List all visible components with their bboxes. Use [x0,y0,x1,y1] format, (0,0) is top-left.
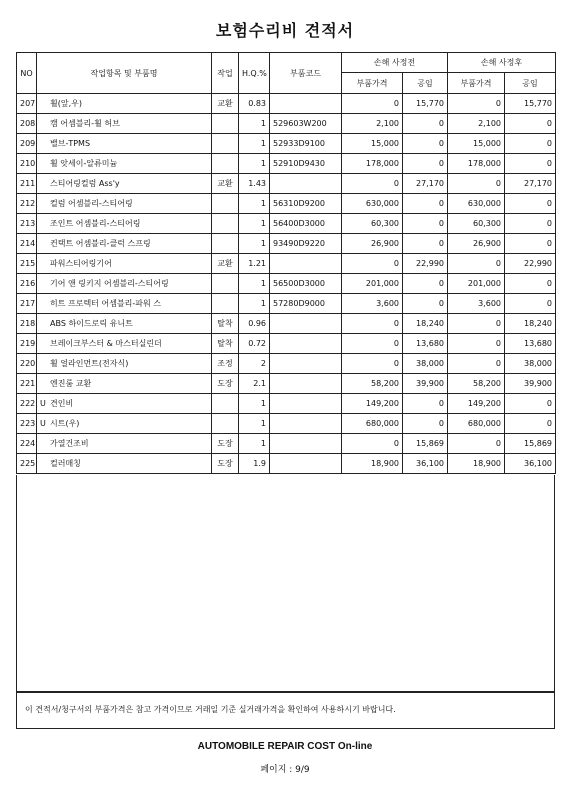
row-no: 218 [17,314,37,334]
row-part-code [270,454,342,474]
row-labor-after: 0 [505,274,556,294]
row-labor-after: 13,680 [505,334,556,354]
row-parts-price-after: 15,000 [448,134,505,154]
row-part-code: 56500D3000 [270,274,342,294]
row-labor-after: 39,900 [505,374,556,394]
page-number: 페이지 : 9/9 [260,765,310,775]
row-labor-after: 0 [505,414,556,434]
row-labor-after: 18,240 [505,314,556,334]
row-no: 222 [17,394,37,414]
row-no: 207 [17,94,37,114]
row-item-name [37,394,212,414]
row-parts-price-after: 201,000 [448,274,505,294]
row-work: 교환 [212,174,239,194]
table-row [17,314,556,334]
row-no: 223 [17,414,37,434]
row-parts-price-after: 149,200 [448,394,505,414]
row-item-name [37,274,212,294]
row-no: 224 [17,434,37,454]
row-parts-price-after: 60,300 [448,214,505,234]
row-item-name [37,94,212,114]
row-parts-price-after: 0 [448,434,505,454]
row-parts-price-before: 0 [342,314,403,334]
row-work [212,194,239,214]
header-before: 손해 사정전 [342,53,448,73]
table-row [17,94,556,114]
row-item-label: 밸브-TPMS [50,139,91,148]
row-parts-price-before: 630,000 [342,194,403,214]
row-item-label: 휠 앗세이-알류미늄 [50,159,118,168]
row-item-label: 파워스티어링기어 [50,259,112,268]
header-parts-price-after: 부품가격 [448,73,505,94]
estimate-table [16,52,556,474]
row-no: 216 [17,274,37,294]
row-part-code [270,374,342,394]
row-part-code: 57280D9000 [270,294,342,314]
row-parts-price-after: 3,600 [448,294,505,314]
row-item-name [37,334,212,354]
table-row [17,374,556,394]
row-work: 도장 [212,374,239,394]
row-part-code [270,254,342,274]
row-item-name [37,314,212,334]
header-hq: H.Q.% [239,53,270,94]
row-labor-before: 27,170 [403,174,448,194]
row-work [212,274,239,294]
row-no: 211 [17,174,37,194]
row-hq: 0.96 [239,314,270,334]
row-item-name [37,114,212,134]
row-labor-before: 0 [403,294,448,314]
row-parts-price-before: 149,200 [342,394,403,414]
row-part-code: 56310D9200 [270,194,342,214]
row-mark: U [40,399,46,408]
row-no: 221 [17,374,37,394]
row-labor-before: 0 [403,154,448,174]
row-hq: 1.21 [239,254,270,274]
row-parts-price-after: 0 [448,174,505,194]
row-item-name [37,434,212,454]
row-labor-before: 0 [403,274,448,294]
row-labor-before: 39,900 [403,374,448,394]
table-row [17,254,556,274]
row-work [212,134,239,154]
row-item-name [37,214,212,234]
row-item-label: 시트(우) [50,419,80,428]
row-labor-before: 22,990 [403,254,448,274]
row-parts-price-before: 201,000 [342,274,403,294]
row-hq: 0.72 [239,334,270,354]
row-labor-before: 0 [403,214,448,234]
row-no: 225 [17,454,37,474]
row-part-code [270,94,342,114]
row-hq: 1 [239,154,270,174]
row-no: 213 [17,214,37,234]
row-parts-price-before: 0 [342,174,403,194]
row-parts-price-before: 178,000 [342,154,403,174]
notice-box [16,692,555,729]
row-labor-after: 36,100 [505,454,556,474]
row-work: 교환 [212,94,239,114]
row-parts-price-after: 0 [448,254,505,274]
estimate-rows [17,94,556,474]
table-row [17,294,556,314]
row-labor-after: 15,770 [505,94,556,114]
row-item-label: 엔진룸 교환 [50,379,92,388]
row-hq: 1 [239,214,270,234]
row-labor-after: 22,990 [505,254,556,274]
row-labor-after: 27,170 [505,174,556,194]
row-item-label: 캠 어셈블리-휠 허브 [50,119,120,128]
row-labor-after: 0 [505,134,556,154]
row-labor-after: 0 [505,114,556,134]
row-parts-price-before: 0 [342,254,403,274]
row-parts-price-before: 60,300 [342,214,403,234]
row-work [212,114,239,134]
row-item-label: 가열건조비 [50,439,89,448]
row-work [212,234,239,254]
row-parts-price-before: 58,200 [342,374,403,394]
row-labor-after: 15,869 [505,434,556,454]
header-no: NO [17,53,37,94]
row-item-label: 휠 얼라인먼트(전자식) [50,359,129,368]
row-part-code: 52910D9430 [270,154,342,174]
row-parts-price-before: 0 [342,354,403,374]
row-part-code [270,174,342,194]
row-parts-price-after: 0 [448,334,505,354]
row-labor-before: 0 [403,194,448,214]
row-labor-after: 0 [505,194,556,214]
row-item-name [37,254,212,274]
row-labor-before: 0 [403,234,448,254]
table-row [17,274,556,294]
row-work [212,214,239,234]
row-part-code [270,414,342,434]
row-no: 212 [17,194,37,214]
row-part-code [270,314,342,334]
row-item-name [37,174,212,194]
row-parts-price-after: 0 [448,94,505,114]
header-item: 작업항목 및 부품명 [37,53,212,94]
row-parts-price-after: 0 [448,354,505,374]
row-parts-price-before: 0 [342,334,403,354]
row-part-code: 56400D3000 [270,214,342,234]
notice-text: 이 견적서/청구서의 부품가격은 참고 가격이므로 거래일 기준 실거래가격을 확인하여 사용하시기 바랍니다. [25,705,396,714]
row-part-code [270,394,342,414]
row-parts-price-before: 0 [342,94,403,114]
footer-title: AUTOMOBILE REPAIR COST On-line [197,741,373,752]
row-parts-price-before: 18,900 [342,454,403,474]
row-labor-after: 0 [505,234,556,254]
row-work: 탈착 [212,334,239,354]
row-labor-before: 0 [403,414,448,434]
row-parts-price-after: 680,000 [448,414,505,434]
table-row [17,434,556,454]
row-labor-before: 38,000 [403,354,448,374]
table-row [17,334,556,354]
table-row [17,154,556,174]
row-item-label: ABS 하이드로릭 유니트 [50,319,133,328]
row-no: 209 [17,134,37,154]
row-labor-before: 0 [403,114,448,134]
row-item-name [37,414,212,434]
row-part-code [270,434,342,454]
row-parts-price-after: 18,900 [448,454,505,474]
row-parts-price-before: 2,100 [342,114,403,134]
row-work: 도장 [212,434,239,454]
header-labor-after: 공임 [505,73,556,94]
document-title: 보험수리비 견적서 [215,21,355,40]
row-item-name [37,354,212,374]
row-parts-price-before: 15,000 [342,134,403,154]
row-work [212,294,239,314]
header-work: 작업 [212,53,239,94]
row-labor-after: 0 [505,394,556,414]
row-item-label: 브레이크부스터 & 마스터실린더 [50,339,162,348]
row-work: 도장 [212,454,239,474]
row-no: 219 [17,334,37,354]
table-row [17,354,556,374]
row-item-label: 컨택트 어셈블리-클럭 스프링 [50,239,151,248]
row-no: 217 [17,294,37,314]
row-parts-price-after: 58,200 [448,374,505,394]
row-work: 교환 [212,254,239,274]
row-item-label: 스티어링컬럼 Ass'y [50,179,120,188]
blank-area [16,475,555,692]
header-code: 부품코드 [270,53,342,94]
row-item-name [37,134,212,154]
row-mark: U [40,419,46,428]
header-after: 손해 사정후 [448,53,556,73]
row-labor-before: 18,240 [403,314,448,334]
row-parts-price-after: 178,000 [448,154,505,174]
row-work: 조정 [212,354,239,374]
row-parts-price-before: 26,900 [342,234,403,254]
row-labor-before: 15,869 [403,434,448,454]
row-part-code: 52933D9100 [270,134,342,154]
row-item-name [37,374,212,394]
row-item-label: 조인트 어셈블리-스티어링 [50,219,141,228]
table-row [17,174,556,194]
row-hq: 1 [239,114,270,134]
row-labor-before: 15,770 [403,94,448,114]
row-item-name [37,454,212,474]
table-row [17,414,556,434]
row-hq: 1 [239,274,270,294]
row-item-name [37,234,212,254]
row-item-label: 컬럼 어셈블리-스티어링 [50,199,133,208]
row-no: 210 [17,154,37,174]
row-labor-before: 0 [403,134,448,154]
row-work [212,394,239,414]
row-labor-before: 13,680 [403,334,448,354]
row-item-name [37,294,212,314]
row-parts-price-after: 26,900 [448,234,505,254]
row-work [212,414,239,434]
row-item-label: 휠(앞,우) [50,99,82,108]
row-item-label: 컬러매칭 [50,459,81,468]
table-row [17,454,556,474]
row-work: 탈착 [212,314,239,334]
row-hq: 1 [239,234,270,254]
row-part-code: 93490D9220 [270,234,342,254]
row-hq: 1 [239,394,270,414]
row-part-code [270,334,342,354]
row-labor-before: 36,100 [403,454,448,474]
row-part-code [270,354,342,374]
row-item-label: 기어 앤 링키지 어셈블리-스티어링 [50,279,169,288]
table-row [17,114,556,134]
row-no: 214 [17,234,37,254]
row-hq: 1 [239,294,270,314]
row-parts-price-after: 630,000 [448,194,505,214]
row-labor-after: 0 [505,154,556,174]
row-parts-price-after: 2,100 [448,114,505,134]
table-row [17,394,556,414]
header-parts-price-before: 부품가격 [342,73,403,94]
row-parts-price-before: 3,600 [342,294,403,314]
row-labor-after: 0 [505,214,556,234]
table-row [17,234,556,254]
row-item-name [37,154,212,174]
row-hq: 1.43 [239,174,270,194]
table-row [17,134,556,154]
row-no: 208 [17,114,37,134]
row-work [212,154,239,174]
row-hq: 1 [239,134,270,154]
row-hq: 1 [239,194,270,214]
row-hq: 1 [239,414,270,434]
table-row [17,194,556,214]
table-row [17,214,556,234]
row-part-code: 529603W200 [270,114,342,134]
row-hq: 2.1 [239,374,270,394]
row-no: 215 [17,254,37,274]
row-labor-after: 38,000 [505,354,556,374]
row-hq: 0.83 [239,94,270,114]
row-parts-price-before: 680,000 [342,414,403,434]
row-no: 220 [17,354,37,374]
header-labor-before: 공임 [403,73,448,94]
row-parts-price-after: 0 [448,314,505,334]
row-hq: 1 [239,434,270,454]
row-labor-after: 0 [505,294,556,314]
row-parts-price-before: 0 [342,434,403,454]
row-hq: 2 [239,354,270,374]
row-item-label: 견인비 [50,399,74,408]
row-item-name [37,194,212,214]
row-item-label: 히트 프로텍터 어셈블리-파워 스 [50,299,161,308]
row-hq: 1.9 [239,454,270,474]
row-labor-before: 0 [403,394,448,414]
